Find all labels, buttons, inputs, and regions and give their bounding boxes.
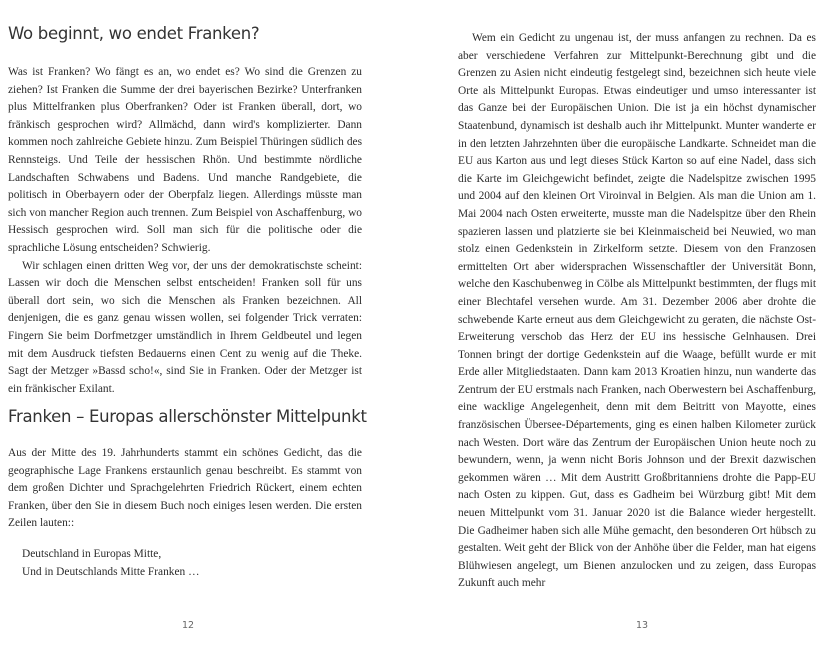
paragraph-rueckert-poem-intro: Aus der Mitte des 19. Jahrhunderts stammt ein schönes Gedicht, das die geographische Lage Frankens erstaunlich genau beschreibt. Es stammt von dem großen Dichter und Sprachgelehrten Friedrich Rückert, einem echten Franken, über den Sie in diesem Buch noch einiges lesen werden. Die ersten Zeilen lauten:: [8,447,362,530]
paragraph-franken-definition: Was ist Franken? Wo fängt es an, wo endet es? Wo sind die Grenzen zu ziehen? Ist Franken die Summe der drei bayerischen Bezirke? Unterfranken plus Mittelfranken plus Oberfranken? Oder ist Franken überall, dort, wo fränkisch gesprochen wird? Allmächd, dann wird's komplizierter. Dann kommen noch zahlreiche Gebiete hinzu. Zum Beispiel Thüringen südlich des Rennsteigs. Und Teile der hessischen Rhön. Und bestimmte nördliche Landschaften Schwabens und Badens. Und manche Randgebiete, die politisch in Oberbayern oder der Oberpfalz liegen. Allerdings müsste man sich von mancher Region auch trennen. Zum Beispiel von Aschaffenburg, wo Hessisch gesprochen wird. Soll man sich für die politische oder die sprachliche Lösung entscheiden? Schwierig. [8,66,362,254]
page-number-right: 13 [636,620,649,631]
paragraph-eu-center-history: Wem ein Gedicht zu ungenau ist, der muss anfangen zu rechnen. Da es aber verschiedene Verfahren zur Mittelpunkt-Berechnung gibt und die Grenzen zu Asien nicht eindeutig festgelegt sind, bezeichnen sich heute viele Orte als Mittelpunkt Europas. Etwas eindeutiger und umso interessanter ist das Ganze bei der Europäischen Union. Die ist ja ein höchst dynamischer Staatenbund, dynamisch ist deshalb auch ihr Mittelpunkt. Munter wanderte er in den letzten Jahrzehnten über die europäische Landkarte. Schneidet man die EU aus Karton aus und legt dieses Stück Karton so auf eine Nadel, dass sich die Karte im Gleichgewicht befindet, zeigte die Nadelspitze zwischen 1995 und 2004 auf den kleinen Ort Viroinval in Belgien. Als man die Union am 1. Mai 2004 nach Osten erweiterte, musste man die Nadelspitze über den Rhein spazieren lassen und platzierte sie bei Kleinmaischeid bei Neuwied, wo man stolz einen Gedenkstein in Zirkelform setzte. Diesem von den Franzosen ermittelten Ort aber widersprachen Wissenschaftler der Universität Bonn, welche den Kaschubenweg in Cölbe als Mittelpunkt bestimmten, der flugs mit einer Blechtafel versehen wurde. Am 31. Dezember 2006 aber drohte die schwebende Karte erneut aus dem Gleichgewicht zu geraten, die nächste Ost-Erweiterung verschob das Herz der EU ins hessische Gelnhausen. Drei Tonnen bringt der dortige Gedenkstein auf die Waage, befüllt wurde er mit Erde aller Mitgliedstaaten. Dann kam 2013 Kroatien hinzu, nun wanderte das Zentrum der EU erstmals nach Franken, nach Oberwestern bei Aschaffenburg, eine wacklige Angelegenheit, denn mit dem Beitritt von Mayotte, eines französischen Übersee-Départements, ging es einen halben Kilometer zurück nach Westen. Dort wäre das Zentrum der Europäischen Union heute noch zu bewundern, wenn, ja wenn nicht Boris Johnson und der Brexit dazwischen gekommen wären … Mit dem Austritt Großbritanniens drohte die Papp-EU nach Osten zu kippen. Gut, dass es Gadheim bei Würzburg gibt! Mit dem neuen Mittelpunkt vom 31. Januar 2020 ist die Balance wieder hergestellt. Die Gadheimer haben sich alle Mühe gemacht, den besonderen Ort hübsch zu gestalten. Weit geht der Blick von der Anhöhe über die Felder, man hat eigens Blühwiesen angelegt, um Bienen anzulocken und zu zeigen, dass Europas Zukunft auch mehr [458,32,816,590]
section-heading-franken-borders: Wo beginnt, wo endet Franken? [8,24,260,43]
paragraph-third-way: Wir schlagen einen dritten Weg vor, der uns der demokratischste scheint: Lassen wir doch die Menschen selbst entscheiden! Franken soll für uns überall dort sein, wo sich die Menschen als Franken bezeichnen. All denjenigen, die es ganz genau wissen wollen, sei folgender Trick verraten: Fingern Sie beim Dorfmetzger umständlich in Ihrem Geldbeutel und legen mit dem Ausdruck tiefsten Bedauerns einen Cent zu wenig auf die Theke. Sagt der Metzger »Bassd scho!«, sind Sie in Franken. Oder der Metzger ist ein fränkischer Exilant. [8,259,362,395]
poem-quote [22,546,199,581]
left-page [8,0,367,657]
poem-line-1: Deutschland in Europas Mitte, [22,548,162,560]
poem-line-2: Und in Deutschlands Mitte Franken … [22,565,200,578]
section-heading-europe-center: Franken – Europas allerschönster Mittelpunkt [8,407,367,426]
right-page [458,0,816,657]
page-number-left: 12 [182,620,195,631]
left-text-block-1 [8,64,362,398]
